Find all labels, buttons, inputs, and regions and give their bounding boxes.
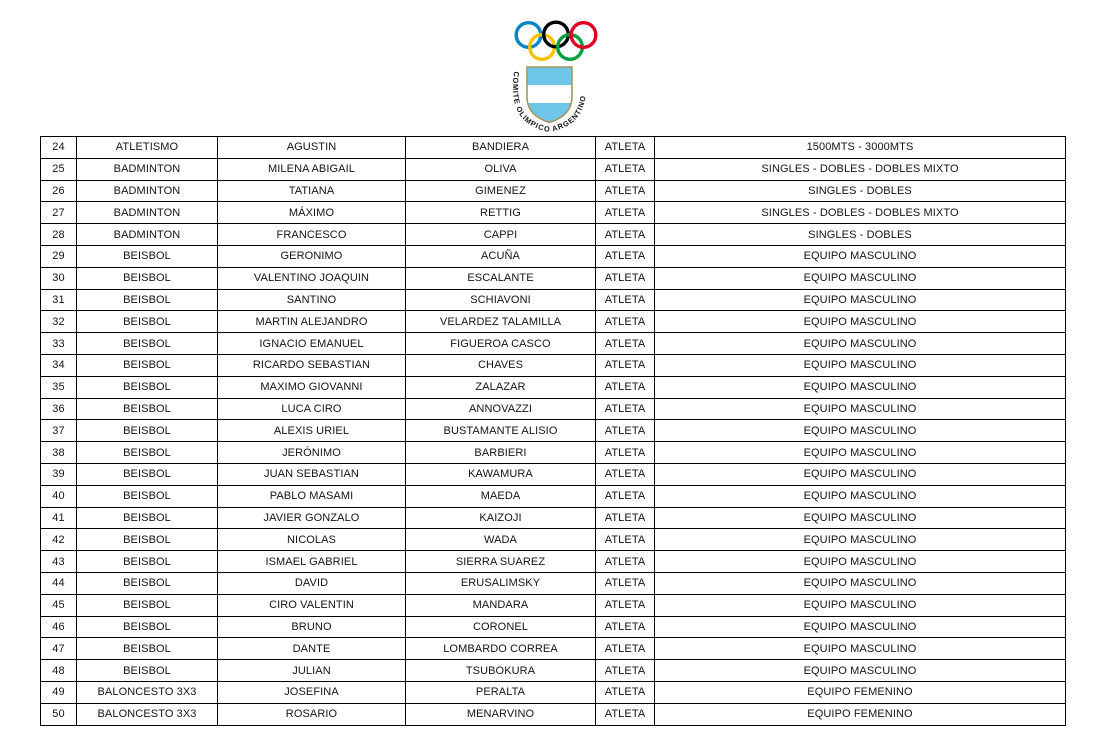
table-row bbox=[41, 703, 1066, 725]
table-row bbox=[41, 463, 1066, 485]
cell-events: SINGLES - DOBLES bbox=[655, 180, 1066, 202]
cell-role: ATLETA bbox=[596, 376, 655, 398]
cell-first-name: MÁXIMO bbox=[218, 202, 406, 224]
cell-first-name: ISMAEL GABRIEL bbox=[218, 551, 406, 573]
cell-last-name: GIMENEZ bbox=[406, 180, 596, 202]
cell-last-name: ANNOVAZZI bbox=[406, 398, 596, 420]
table-row bbox=[41, 202, 1066, 224]
athletes-table bbox=[40, 136, 1066, 726]
cell-events: EQUIPO MASCULINO bbox=[655, 376, 1066, 398]
cell-last-name: KAIZOJI bbox=[406, 507, 596, 529]
cell-last-name: CHAVES bbox=[406, 354, 596, 376]
cell-last-name: SIERRA SUAREZ bbox=[406, 551, 596, 573]
cell-number: 30 bbox=[41, 267, 77, 289]
table-row bbox=[41, 224, 1066, 246]
cell-first-name: JULIAN bbox=[218, 660, 406, 682]
cell-last-name: KAWAMURA bbox=[406, 463, 596, 485]
table-row bbox=[41, 158, 1066, 180]
cell-last-name: LOMBARDO CORREA bbox=[406, 638, 596, 660]
cell-last-name: FIGUEROA CASCO bbox=[406, 333, 596, 355]
cell-number: 35 bbox=[41, 376, 77, 398]
cell-first-name: DAVID bbox=[218, 572, 406, 594]
cell-sport: BEISBOL bbox=[77, 354, 218, 376]
cell-number: 42 bbox=[41, 529, 77, 551]
cell-role: ATLETA bbox=[596, 137, 655, 159]
cell-number: 36 bbox=[41, 398, 77, 420]
cell-role: ATLETA bbox=[596, 638, 655, 660]
cell-events: EQUIPO MASCULINO bbox=[655, 267, 1066, 289]
cell-first-name: LUCA CIRO bbox=[218, 398, 406, 420]
cell-sport: BADMINTON bbox=[77, 180, 218, 202]
cell-number: 33 bbox=[41, 333, 77, 355]
cell-events: EQUIPO MASCULINO bbox=[655, 507, 1066, 529]
cell-last-name: PERALTA bbox=[406, 681, 596, 703]
cell-sport: BEISBOL bbox=[77, 398, 218, 420]
cell-sport: BEISBOL bbox=[77, 507, 218, 529]
cell-first-name: RICARDO SEBASTIAN bbox=[218, 354, 406, 376]
cell-role: ATLETA bbox=[596, 267, 655, 289]
cell-events: EQUIPO MASCULINO bbox=[655, 398, 1066, 420]
cell-sport: BEISBOL bbox=[77, 551, 218, 573]
cell-sport: BEISBOL bbox=[77, 463, 218, 485]
cell-events: EQUIPO MASCULINO bbox=[655, 572, 1066, 594]
cell-events: SINGLES - DOBLES bbox=[655, 224, 1066, 246]
cell-sport: BALONCESTO 3X3 bbox=[77, 703, 218, 725]
cell-number: 29 bbox=[41, 245, 77, 267]
table-row bbox=[41, 289, 1066, 311]
cell-events: SINGLES - DOBLES - DOBLES MIXTO bbox=[655, 202, 1066, 224]
cell-number: 39 bbox=[41, 463, 77, 485]
argentina-shield bbox=[525, 66, 574, 124]
cell-events: EQUIPO MASCULINO bbox=[655, 333, 1066, 355]
coa-logo-text: COMITE OLIMPICO ARGENTINO bbox=[510, 70, 588, 135]
cell-sport: BALONCESTO 3X3 bbox=[77, 681, 218, 703]
cell-number: 47 bbox=[41, 638, 77, 660]
cell-events: EQUIPO MASCULINO bbox=[655, 463, 1066, 485]
cell-sport: ATLETISMO bbox=[77, 137, 218, 159]
cell-first-name: MARTIN ALEJANDRO bbox=[218, 311, 406, 333]
cell-first-name: FRANCESCO bbox=[218, 224, 406, 246]
cell-sport: BEISBOL bbox=[77, 376, 218, 398]
cell-last-name: WADA bbox=[406, 529, 596, 551]
cell-events: EQUIPO MASCULINO bbox=[655, 289, 1066, 311]
olympic-rings bbox=[516, 22, 596, 59]
cell-number: 41 bbox=[41, 507, 77, 529]
table-row bbox=[41, 267, 1066, 289]
cell-number: 27 bbox=[41, 202, 77, 224]
cell-role: ATLETA bbox=[596, 224, 655, 246]
cell-number: 44 bbox=[41, 572, 77, 594]
table-row bbox=[41, 311, 1066, 333]
cell-events: EQUIPO MASCULINO bbox=[655, 616, 1066, 638]
cell-role: ATLETA bbox=[596, 616, 655, 638]
table-row bbox=[41, 376, 1066, 398]
cell-last-name: SCHIAVONI bbox=[406, 289, 596, 311]
table-row bbox=[41, 551, 1066, 573]
cell-sport: BEISBOL bbox=[77, 245, 218, 267]
cell-sport: BADMINTON bbox=[77, 158, 218, 180]
cell-number: 45 bbox=[41, 594, 77, 616]
cell-role: ATLETA bbox=[596, 660, 655, 682]
cell-first-name: NICOLAS bbox=[218, 529, 406, 551]
cell-role: ATLETA bbox=[596, 289, 655, 311]
table-row bbox=[41, 354, 1066, 376]
cell-role: ATLETA bbox=[596, 703, 655, 725]
cell-last-name: ESCALANTE bbox=[406, 267, 596, 289]
cell-events: EQUIPO MASCULINO bbox=[655, 311, 1066, 333]
cell-events: EQUIPO MASCULINO bbox=[655, 529, 1066, 551]
cell-events: EQUIPO FEMENINO bbox=[655, 703, 1066, 725]
cell-events: EQUIPO MASCULINO bbox=[655, 660, 1066, 682]
cell-role: ATLETA bbox=[596, 551, 655, 573]
cell-first-name: SANTINO bbox=[218, 289, 406, 311]
table-row bbox=[41, 485, 1066, 507]
cell-first-name: GERONIMO bbox=[218, 245, 406, 267]
cell-role: ATLETA bbox=[596, 333, 655, 355]
cell-sport: BEISBOL bbox=[77, 616, 218, 638]
table-row bbox=[41, 660, 1066, 682]
cell-role: ATLETA bbox=[596, 202, 655, 224]
cell-last-name: RETTIG bbox=[406, 202, 596, 224]
cell-sport: BEISBOL bbox=[77, 420, 218, 442]
cell-first-name: JOSEFINA bbox=[218, 681, 406, 703]
cell-sport: BEISBOL bbox=[77, 660, 218, 682]
table-row bbox=[41, 245, 1066, 267]
cell-number: 46 bbox=[41, 616, 77, 638]
cell-last-name: BANDIERA bbox=[406, 137, 596, 159]
cell-events: EQUIPO MASCULINO bbox=[655, 638, 1066, 660]
cell-last-name: CORONEL bbox=[406, 616, 596, 638]
cell-role: ATLETA bbox=[596, 245, 655, 267]
table-row bbox=[41, 442, 1066, 464]
cell-number: 40 bbox=[41, 485, 77, 507]
cell-role: ATLETA bbox=[596, 180, 655, 202]
cell-role: ATLETA bbox=[596, 572, 655, 594]
cell-events: SINGLES - DOBLES - DOBLES MIXTO bbox=[655, 158, 1066, 180]
cell-first-name: MAXIMO GIOVANNI bbox=[218, 376, 406, 398]
cell-role: ATLETA bbox=[596, 594, 655, 616]
cell-sport: BEISBOL bbox=[77, 572, 218, 594]
cell-sport: BEISBOL bbox=[77, 333, 218, 355]
cell-sport: BEISBOL bbox=[77, 311, 218, 333]
cell-first-name: VALENTINO JOAQUIN bbox=[218, 267, 406, 289]
cell-role: ATLETA bbox=[596, 354, 655, 376]
cell-last-name: ERUSALIMSKY bbox=[406, 572, 596, 594]
cell-sport: BADMINTON bbox=[77, 224, 218, 246]
cell-role: ATLETA bbox=[596, 311, 655, 333]
cell-events: EQUIPO MASCULINO bbox=[655, 420, 1066, 442]
cell-events: EQUIPO MASCULINO bbox=[655, 551, 1066, 573]
cell-number: 50 bbox=[41, 703, 77, 725]
cell-events: EQUIPO MASCULINO bbox=[655, 442, 1066, 464]
cell-first-name: CIRO VALENTIN bbox=[218, 594, 406, 616]
athletes-table-body bbox=[41, 137, 1066, 726]
cell-sport: BEISBOL bbox=[77, 638, 218, 660]
cell-role: ATLETA bbox=[596, 420, 655, 442]
cell-sport: BEISBOL bbox=[77, 529, 218, 551]
cell-events: 1500MTS - 3000MTS bbox=[655, 137, 1066, 159]
cell-number: 26 bbox=[41, 180, 77, 202]
cell-first-name: DANTE bbox=[218, 638, 406, 660]
cell-first-name: MILENA ABIGAIL bbox=[218, 158, 406, 180]
cell-role: ATLETA bbox=[596, 681, 655, 703]
cell-events: EQUIPO MASCULINO bbox=[655, 245, 1066, 267]
table-row bbox=[41, 681, 1066, 703]
cell-last-name: MENARVINO bbox=[406, 703, 596, 725]
cell-sport: BEISBOL bbox=[77, 442, 218, 464]
cell-number: 25 bbox=[41, 158, 77, 180]
cell-last-name: OLIVA bbox=[406, 158, 596, 180]
cell-sport: BEISBOL bbox=[77, 485, 218, 507]
cell-first-name: AGUSTIN bbox=[218, 137, 406, 159]
cell-last-name: ZALAZAR bbox=[406, 376, 596, 398]
table-row bbox=[41, 420, 1066, 442]
cell-number: 38 bbox=[41, 442, 77, 464]
cell-sport: BEISBOL bbox=[77, 594, 218, 616]
cell-role: ATLETA bbox=[596, 529, 655, 551]
cell-number: 31 bbox=[41, 289, 77, 311]
cell-number: 24 bbox=[41, 137, 77, 159]
cell-role: ATLETA bbox=[596, 507, 655, 529]
coa-logo bbox=[494, 12, 612, 138]
cell-last-name: ACUÑA bbox=[406, 245, 596, 267]
cell-role: ATLETA bbox=[596, 442, 655, 464]
cell-number: 32 bbox=[41, 311, 77, 333]
cell-first-name: BRUNO bbox=[218, 616, 406, 638]
cell-first-name: JERÓNIMO bbox=[218, 442, 406, 464]
cell-first-name: ALEXIS URIEL bbox=[218, 420, 406, 442]
cell-last-name: VELARDEZ TALAMILLA bbox=[406, 311, 596, 333]
table-row bbox=[41, 398, 1066, 420]
table-row bbox=[41, 529, 1066, 551]
cell-first-name: ROSARIO bbox=[218, 703, 406, 725]
cell-first-name: PABLO MASAMI bbox=[218, 485, 406, 507]
cell-last-name: BARBIERI bbox=[406, 442, 596, 464]
cell-sport: BEISBOL bbox=[77, 267, 218, 289]
cell-last-name: MANDARA bbox=[406, 594, 596, 616]
cell-events: EQUIPO FEMENINO bbox=[655, 681, 1066, 703]
cell-events: EQUIPO MASCULINO bbox=[655, 594, 1066, 616]
coa-logo-graphic bbox=[494, 12, 612, 138]
table-row bbox=[41, 333, 1066, 355]
cell-number: 34 bbox=[41, 354, 77, 376]
shield-band-middle bbox=[525, 85, 574, 103]
cell-first-name: JUAN SEBASTIAN bbox=[218, 463, 406, 485]
cell-events: EQUIPO MASCULINO bbox=[655, 354, 1066, 376]
cell-last-name: BUSTAMANTE ALISIO bbox=[406, 420, 596, 442]
cell-number: 28 bbox=[41, 224, 77, 246]
cell-last-name: MAEDA bbox=[406, 485, 596, 507]
cell-role: ATLETA bbox=[596, 485, 655, 507]
table-row bbox=[41, 594, 1066, 616]
cell-first-name: JAVIER GONZALO bbox=[218, 507, 406, 529]
cell-first-name: IGNACIO EMANUEL bbox=[218, 333, 406, 355]
cell-last-name: TSUBOKURA bbox=[406, 660, 596, 682]
cell-number: 37 bbox=[41, 420, 77, 442]
table-row bbox=[41, 638, 1066, 660]
cell-role: ATLETA bbox=[596, 463, 655, 485]
cell-number: 43 bbox=[41, 551, 77, 573]
table-row bbox=[41, 572, 1066, 594]
cell-first-name: TATIANA bbox=[218, 180, 406, 202]
table-row bbox=[41, 616, 1066, 638]
cell-number: 48 bbox=[41, 660, 77, 682]
cell-events: EQUIPO MASCULINO bbox=[655, 485, 1066, 507]
cell-sport: BADMINTON bbox=[77, 202, 218, 224]
cell-number: 49 bbox=[41, 681, 77, 703]
cell-role: ATLETA bbox=[596, 398, 655, 420]
cell-sport: BEISBOL bbox=[77, 289, 218, 311]
cell-role: ATLETA bbox=[596, 158, 655, 180]
table-row bbox=[41, 180, 1066, 202]
cell-last-name: CAPPI bbox=[406, 224, 596, 246]
shield-band-top bbox=[525, 66, 574, 85]
table-row bbox=[41, 507, 1066, 529]
table-row bbox=[41, 137, 1066, 159]
